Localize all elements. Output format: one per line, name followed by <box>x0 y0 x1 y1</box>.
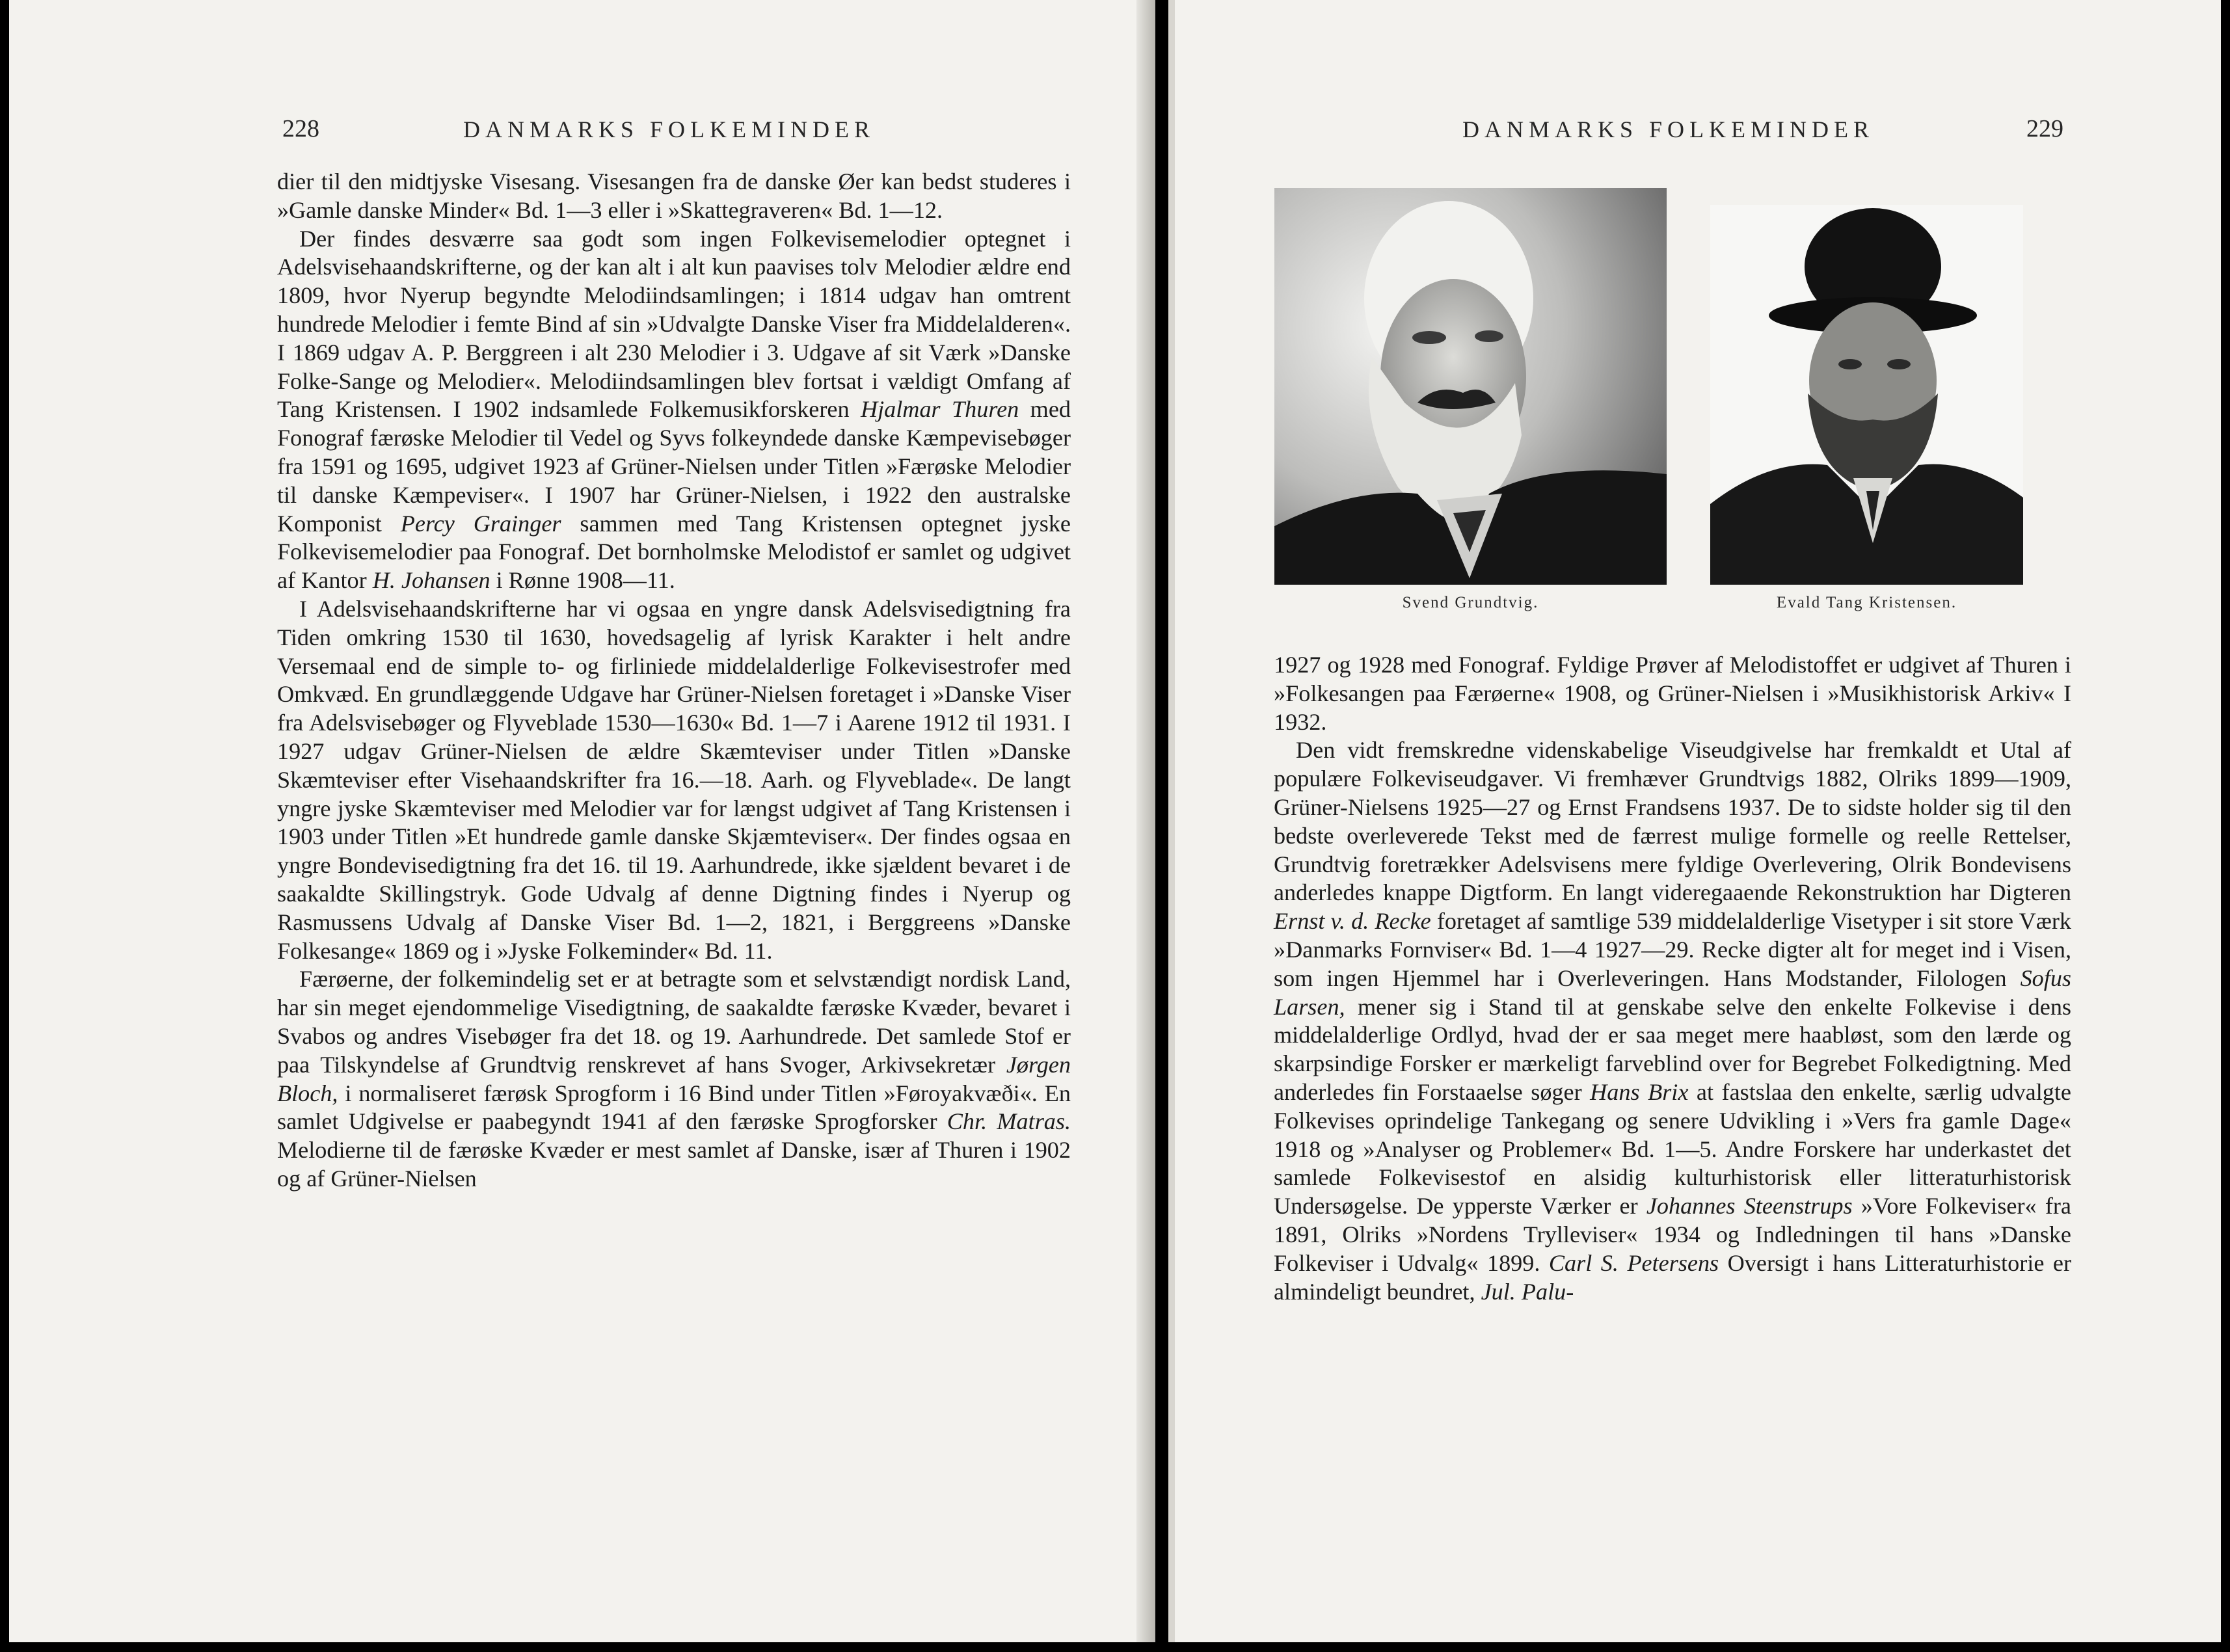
text-run: at fastslaa den enkelte, særlig udvalgte Folkevises oprindelige Tankegang og senere Udvikling i »Vers fra gamle Dage« 1918 og »Analyser og Problemer« Bd. 1—5. Andre Forskere har underkastet det samlede Folkevisestof en alsidig kulturhistorisk eller litteraturhistorisk Undersøgelse. De ypperste Værker er <box>1274 1078 2071 1219</box>
portrait-photo-evald-tang-kristensen <box>1710 205 2023 585</box>
italic-name: Johannes Steenstrups <box>1646 1193 1853 1219</box>
italic-name: Hjalmar Thuren <box>860 396 1019 423</box>
right-page-body <box>1274 651 2071 1306</box>
body-paragraph <box>277 168 1071 225</box>
left-page-number: 228 <box>282 115 319 142</box>
italic-name: Jørgen Bloch, <box>277 1051 1071 1106</box>
photo-caption: Svend Grundtvig. <box>1402 594 1539 611</box>
text-run: Den vidt fremskredne videnskabelige Viseudgivelse har fremkaldt et Utal af populære Folkeviseudgaver. Vi fremhæver Grundtvigs 1882, Olriks 1899—1909, Grüner-Nielsens 1925—27 og Ernst Frandsens 1937. De to sidste holder sig til den bedste overleverede Tekst med de færrest mulige formelle og reelle Rettelser, Grundtvig foretrækker Adelsvisens mere fyldige Overlevering, Olrik Bondevisens anderledes knappe Digtform. En langt videregaaende Rekonstruktion har Digteren <box>1274 737 2071 906</box>
left-page-body <box>277 168 1071 1193</box>
italic-name: Percy Grainger <box>400 510 561 537</box>
text-run: foretaget af samtlige 539 middelalderlige Visetyper i sit store Værk »Danmarks Fornviser« Bd. 1—4 1927—29. Recke digter alt for meget ind i Visen, som ingen Hjemmel har i Overleveringen. Hans Modstander, Filologen <box>1274 908 2071 991</box>
italic-name: Sofus Larsen, <box>1274 965 2071 1020</box>
body-paragraph <box>277 595 1071 965</box>
text-run: i normaliseret færøsk Sprogform i 16 Bind under Titlen »Føroyakvæði«. En samlet Udgivelse er paabegyndt 1941 af den færøske Sprogforsker <box>277 1080 1071 1135</box>
text-run: med Fonograf færøske Melodier til Vedel og Syvs folkeyndede danske Kæmpevisebøger fra 1591 og 1695, udgivet 1923 af Grüner-Nielsen under Titlen »Færøske Melodier til danske Kæmpeviser«. I 1907 har Grüner-Nielsen, i 1922 den australske Komponist <box>277 396 1071 537</box>
italic-name: H. Johansen <box>372 567 490 594</box>
body-paragraph <box>1274 651 2071 736</box>
body-paragraph <box>1274 736 2071 1306</box>
text-run: Færøerne, der folkemindelig set er at betragte som et selvstændigt nordisk Land, har sin meget ejendommelige Visedigtning, de saakaldte færøske Kvæder, bevaret i Svabos og andres Visebøger fra det 18. og 19. Aarhundrede. Det samlede Stof er paa Tilskyndelse af Grundtvig renskrevet af hans Svoger, Arkivsekretær <box>277 966 1071 1078</box>
text-run: Oversigt i hans Litteraturhistorie er almindeligt beundret, <box>1274 1249 2071 1305</box>
italic-name: Carl S. Petersens <box>1548 1249 1719 1276</box>
text-run: Der findes desværre saa godt som ingen Folkevisemelodier optegnet i Adelsvisehaandskrifterne, og der kan alt i alt kun paavises tolv Melodier ældre end 1809, hvor Nyerup begyndte Melodiindsamlingen; i 1814 udgav han omtrent hundrede Melodier i femte Bind af sin »Udvalgte Danske Viser fra Middelalderen«. I 1869 udgav A. P. Berggreen i alt 230 Melodier i 3. Udgave af sit Værk »Danske Folke-Sange og Melodier«. Melodiindsamlingen blev fortsat i vældigt Omfang af Tang Kristensen. I 1902 indsamlede Folkemusikforskeren <box>277 225 1071 423</box>
italic-name: Jul. Palu- <box>1481 1278 1574 1305</box>
book-gutter <box>1136 0 1155 1642</box>
right-page-number: 229 <box>2026 115 2063 142</box>
text-run: »Vore Folkeviser« fra 1891, Olriks »Nordens Trylleviser« 1934 og Indledningen til hans »Danske Folkeviser i Udvalg« 1899. <box>1274 1193 2071 1276</box>
italic-name: Ernst v. d. Recke <box>1274 908 1431 935</box>
photo-caption: Evald Tang Kristensen. <box>1776 594 1957 611</box>
text-run: mener sig i Stand til at genskabe selve den enkelte Folkevise i dens middelalderlige Ordlyd, hvad der er saa meget mere haabløst, som den lærde og skarpsindige Forsker er mærkeligt farveblind over for Begrebet Folkedigtning. Med anderledes fin Forstaaelse søger <box>1274 993 2071 1105</box>
text-run: Melodierne til de færøske Kvæder er mest samlet af Danske, især af Thuren i 1902 og af Grüner-Nielsen <box>277 1137 1071 1192</box>
left-running-head: DANMARKS FOLKEMINDER <box>463 116 876 142</box>
body-paragraph <box>277 965 1071 1193</box>
portrait-photo-svend-grundtvig <box>1274 188 1667 585</box>
text-run: dier til den midtjyske Visesang. Visesangen fra de danske Øer kan bedst studeres i »Gamle danske Minder« Bd. 1—3 eller i »Skattegraveren« Bd. 1—12. <box>277 168 1071 223</box>
italic-name: Hans Brix <box>1590 1078 1689 1105</box>
text-run: i Rønne 1908—11. <box>490 567 675 594</box>
right-running-head: DANMARKS FOLKEMINDER <box>1462 116 1875 142</box>
text-run: sammen med Tang Kristensen optegnet jyske Folkevisemelodier paa Fonograf. Det bornholmske Melodistof er samlet og udgivet af Kantor <box>277 510 1071 594</box>
text-run: I Adelsvisehaandskrifterne har vi ogsaa en yngre dansk Adelsvisedigtning fra Tiden omkring 1530 til 1630, hovedsagelig af lyrisk Karakter i helt andre Versemaal end de simple to- og firliniede middelalderlige Folkevisestrofer med Omkvæd. En grundlæggende Udgave har Grüner-Nielsen foretaget i »Danske Viser fra Adelsvisebøger og Flyveblade 1530—1630« Bd. 1—7 i Aarene 1912 til 1931. I 1927 udgav Grüner-Nielsen de ældre Skæmteviser under Titlen »Danske Skæmteviser efter Visehaandskrifter fra 16.—18. Aarh. og Flyveblade«. De langt yngre jyske Skæmteviser med Melodier var for længst udgivet af Tang Kristensen i 1903 under Titlen »Et hundrede gamle danske Skjæmteviser«. Der findes ogsaa en yngre Bondevisedigtning fra det 16. til 19. Aarhundrede, ikke sjældent bevaret i de saakaldte Skillingstryk. Gode Udvalg af denne Digtning findes i Nyerup og Rasmussens Udvalg af Danske Viser Bd. 1—2, 1821, i Berggreens »Danske Folkesange« 1869 og i »Jyske Folkeminder« Bd. 11. <box>277 595 1071 964</box>
text-run: 1927 og 1928 med Fonograf. Fyldige Prøver af Melodistoffet er udgivet af Thuren i »Folkesangen paa Færøerne« 1908, og Grüner-Nielsen i »Musikhistorisk Arkiv« I 1932. <box>1274 652 2071 735</box>
body-paragraph <box>277 225 1071 595</box>
italic-name: Chr. Matras. <box>947 1108 1071 1135</box>
